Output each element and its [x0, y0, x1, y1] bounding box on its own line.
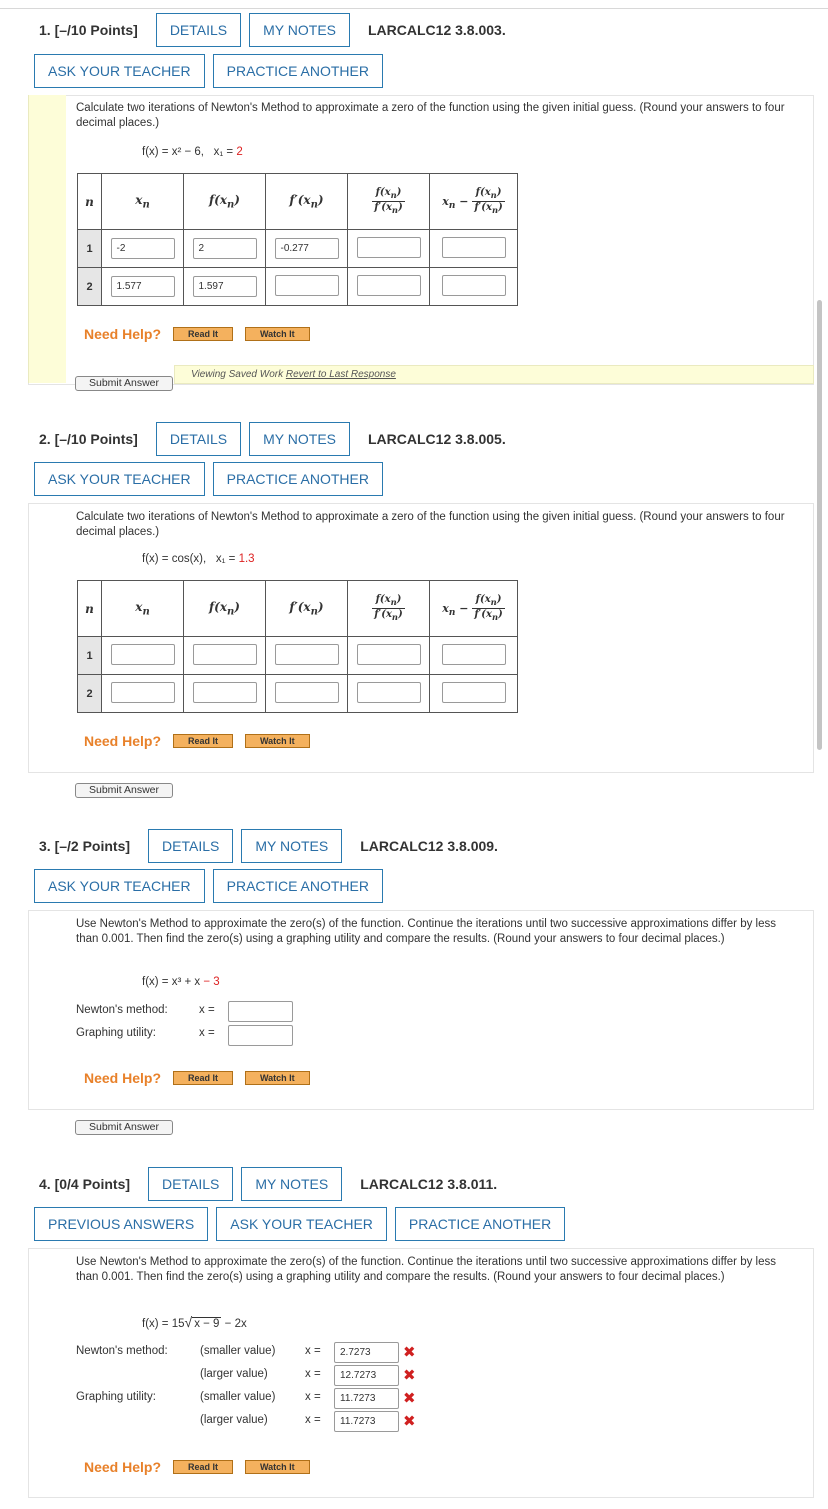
- q2-r1-next-input[interactable]: [442, 644, 506, 665]
- q3-my-notes-button[interactable]: MY NOTES: [241, 829, 342, 863]
- q4-graph-larger-label: (larger value): [200, 1414, 268, 1426]
- q2-row-2-n: 2: [78, 675, 102, 713]
- q1-row-1: [78, 230, 518, 268]
- q1-guess-value: 2: [236, 146, 243, 158]
- q4-function-radicand: x − 9: [194, 1318, 220, 1330]
- q1-points: 1. [–/10 Points]: [39, 22, 138, 38]
- q4-newton-smaller-x: x =: [305, 1345, 321, 1357]
- q2-watch-it-button[interactable]: Watch It: [245, 734, 310, 748]
- q1-button-row: [34, 54, 383, 88]
- q2-r1-fx-input[interactable]: [193, 644, 257, 665]
- q1-problem-code: LARCALC12 3.8.003.: [368, 22, 506, 38]
- q4-graph-larger-input[interactable]: 11.7273: [334, 1411, 399, 1432]
- q2-r2-fpx-input[interactable]: [275, 682, 339, 703]
- q2-col-fx: $f(x_n)$: [184, 581, 266, 637]
- q3-ask-teacher-button[interactable]: ASK YOUR TEACHER: [34, 869, 205, 903]
- q1-r2-next-input[interactable]: [442, 275, 506, 296]
- q4-graphing-label: Graphing utility:: [76, 1391, 156, 1403]
- q1-col-next: $x_n$ − $\frac{f(x_n)}{f'(x_n)}$: [430, 174, 518, 230]
- q2-need-help: Need Help?: [84, 733, 162, 749]
- q4-graph-larger-wrong-icon: ✖: [403, 1413, 416, 1430]
- q4-header: [28, 1167, 497, 1201]
- q2-practice-another-button[interactable]: PRACTICE ANOTHER: [213, 462, 383, 496]
- q2-row-1-n: 1: [78, 637, 102, 675]
- q1-saved-text: Viewing Saved Work: [191, 369, 286, 380]
- q3-prompt: Use Newton's Method to approximate the zero(s) of the function. Continue the iterations until two successive approximations differ by less than 0.001. Then find the zero(s) using a graphing utility and compare the results. (Round your answers to four decimal places.): [76, 918, 777, 945]
- q4-graph-smaller-label: (smaller value): [200, 1391, 276, 1403]
- q2-row-2: [78, 675, 518, 713]
- sqrt-icon: √: [184, 1314, 193, 1330]
- q4-function: [142, 1314, 247, 1330]
- q2-my-notes-button[interactable]: MY NOTES: [249, 422, 350, 456]
- q4-newton-larger-wrong-icon: ✖: [403, 1367, 416, 1384]
- q1-practice-another-button[interactable]: PRACTICE ANOTHER: [213, 54, 383, 88]
- q3-header: [28, 829, 498, 863]
- q4-watch-it-button[interactable]: Watch It: [245, 1460, 310, 1474]
- q4-details-button[interactable]: DETAILS: [148, 1167, 233, 1201]
- q4-practice-another-button[interactable]: PRACTICE ANOTHER: [395, 1207, 565, 1241]
- q4-graph-smaller-x: x =: [305, 1391, 321, 1403]
- q1-saved-stripe: [28, 95, 66, 383]
- q3-submit-button[interactable]: Submit Answer: [75, 1120, 173, 1135]
- q4-problem-code: LARCALC12 3.8.011.: [360, 1176, 498, 1192]
- q2-button-row: [34, 462, 383, 496]
- q1-function: [142, 146, 243, 158]
- q4-graph-smaller-wrong-icon: ✖: [403, 1390, 416, 1407]
- q1-read-it-button[interactable]: Read It: [173, 327, 233, 341]
- q4-previous-answers-button[interactable]: PREVIOUS ANSWERS: [34, 1207, 208, 1241]
- q1-r1-ratio-input[interactable]: [357, 237, 421, 258]
- q2-prompt: Calculate two iterations of Newton's Method to approximate a zero of the function using the given initial guess. (Round your answers to four decimal places.): [76, 511, 785, 538]
- q3-function-tail: − 3: [203, 976, 220, 988]
- q1-row-2: [78, 268, 518, 306]
- q3-function: [142, 976, 220, 988]
- q1-col-fx: $f(x_n)$: [184, 174, 266, 230]
- q3-details-button[interactable]: DETAILS: [148, 829, 233, 863]
- q4-newton-larger-label: (larger value): [200, 1368, 268, 1380]
- q1-col-n: n: [78, 174, 102, 230]
- q1-r1-next-input[interactable]: [442, 237, 506, 258]
- q3-graphing-x-label: x =: [199, 1027, 215, 1039]
- q4-newton-smaller-wrong-icon: ✖: [403, 1344, 416, 1361]
- q2-col-fpx: $f'(x_n)$: [266, 581, 348, 637]
- q3-graphing-label: Graphing utility:: [76, 1027, 156, 1039]
- q1-r1-fx-input[interactable]: 2: [193, 238, 257, 259]
- q2-iteration-table: [77, 580, 518, 713]
- q3-graphing-input[interactable]: [228, 1025, 293, 1046]
- q4-newton-smaller-label: (smaller value): [200, 1345, 276, 1357]
- q2-col-n: n: [78, 581, 102, 637]
- q1-col-ratio: $\frac{f(x_n)}{f'(x_n)}$: [348, 174, 430, 230]
- q2-table-header: [78, 581, 518, 637]
- q1-submit-button[interactable]: Submit Answer: [75, 376, 173, 391]
- q4-newton-larger-input[interactable]: 12.7273: [334, 1365, 399, 1386]
- q2-function-text: f(x) = cos(x),: [142, 553, 207, 565]
- q4-newton-larger-x: x =: [305, 1368, 321, 1380]
- q1-row-2-n: 2: [78, 268, 102, 306]
- q1-header: [28, 13, 506, 47]
- q4-ask-teacher-button[interactable]: ASK YOUR TEACHER: [216, 1207, 387, 1241]
- q4-function-post: − 2x: [221, 1318, 247, 1330]
- q1-col-fpx: $f'(x_n)$: [266, 174, 348, 230]
- q3-newton-input[interactable]: [228, 1001, 293, 1022]
- q1-saved-work-bar: [174, 365, 814, 384]
- q4-prompt: Use Newton's Method to approximate the zero(s) of the function. Continue the iterations until two successive approximations differ by less than 0.001. Then find the zero(s) using a graphing utility and compare the results. (Round your answers to four decimal places.): [76, 1256, 777, 1283]
- q1-watch-it-button[interactable]: Watch It: [245, 327, 310, 341]
- q2-ask-teacher-button[interactable]: ASK YOUR TEACHER: [34, 462, 205, 496]
- q1-guess-label: x₁ =: [213, 146, 237, 158]
- q2-row-1: [78, 637, 518, 675]
- q4-newton-smaller-input[interactable]: 2.7273: [334, 1342, 399, 1363]
- q2-function: [142, 553, 255, 565]
- q4-newton-label: Newton's method:: [76, 1345, 168, 1357]
- q1-need-help: Need Help?: [84, 326, 162, 342]
- q2-r2-xn-input[interactable]: [111, 682, 175, 703]
- q3-button-row: [34, 869, 383, 903]
- q2-r2-next-input[interactable]: [442, 682, 506, 703]
- q2-points: 2. [–/10 Points]: [39, 431, 138, 447]
- q4-points: 4. [0/4 Points]: [39, 1176, 131, 1192]
- q2-read-it-button[interactable]: Read It: [173, 734, 233, 748]
- q2-r1-fpx-input[interactable]: [275, 644, 339, 665]
- q2-submit-button[interactable]: Submit Answer: [75, 783, 173, 798]
- q3-practice-another-button[interactable]: PRACTICE ANOTHER: [213, 869, 383, 903]
- q3-function-text: f(x) = x³ + x: [142, 976, 204, 988]
- q1-r2-xn-input[interactable]: 1.577: [111, 276, 175, 297]
- q3-problem-code: LARCALC12 3.8.009.: [360, 838, 498, 854]
- q3-read-it-button[interactable]: Read It: [173, 1071, 233, 1085]
- q3-need-help: Need Help?: [84, 1070, 162, 1086]
- q2-guess-value: 1.3: [238, 553, 255, 565]
- q1-r1-xn-input[interactable]: -2: [111, 238, 175, 259]
- q2-r2-fx-input[interactable]: [193, 682, 257, 703]
- q1-details-button[interactable]: DETAILS: [156, 13, 241, 47]
- q2-col-xn: $x_n$: [102, 581, 184, 637]
- q1-function-text: f(x) = x² − 6,: [142, 146, 204, 158]
- q1-row-1-n: 1: [78, 230, 102, 268]
- q2-problem-code: LARCALC12 3.8.005.: [368, 431, 506, 447]
- q2-header: [28, 422, 506, 456]
- q1-r2-fpx-input[interactable]: [275, 275, 339, 296]
- q4-button-row: [34, 1207, 565, 1241]
- q1-r2-fx-input[interactable]: 1.597: [193, 276, 257, 297]
- q2-r2-ratio-input[interactable]: [357, 682, 421, 703]
- q3-points: 3. [–/2 Points]: [39, 838, 131, 854]
- q4-read-it-button[interactable]: Read It: [173, 1460, 233, 1474]
- q2-r1-ratio-input[interactable]: [357, 644, 421, 665]
- page-scrollbar[interactable]: [817, 300, 822, 750]
- q1-ask-teacher-button[interactable]: ASK YOUR TEACHER: [34, 54, 205, 88]
- q2-r1-xn-input[interactable]: [111, 644, 175, 665]
- q1-table-header: [78, 174, 518, 230]
- q4-graph-smaller-input[interactable]: 11.7273: [334, 1388, 399, 1409]
- q3-newton-x-label: x =: [199, 1004, 215, 1016]
- q3-newton-label: Newton's method:: [76, 1004, 168, 1016]
- q3-watch-it-button[interactable]: Watch It: [245, 1071, 310, 1085]
- q1-iteration-table: [77, 173, 518, 306]
- q1-prompt: Calculate two iterations of Newton's Method to approximate a zero of the function using the given initial guess. (Round your answers to four decimal places.): [76, 102, 785, 129]
- q2-details-button[interactable]: DETAILS: [156, 422, 241, 456]
- q1-revert-link[interactable]: Revert to Last Response: [285, 369, 396, 380]
- q4-graph-larger-x: x =: [305, 1414, 321, 1426]
- q2-col-next: $x_n$ − $\frac{f(x_n)}{f'(x_n)}$: [430, 581, 518, 637]
- q4-my-notes-button[interactable]: MY NOTES: [241, 1167, 342, 1201]
- q4-need-help: Need Help?: [84, 1459, 162, 1475]
- top-divider: [0, 8, 828, 9]
- q4-function-pre: f(x) = 15: [142, 1318, 185, 1330]
- q2-guess-label: x₁ =: [215, 553, 239, 565]
- q1-r2-ratio-input[interactable]: [357, 275, 421, 296]
- q2-col-ratio: $\frac{f(x_n)}{f'(x_n)}$: [348, 581, 430, 637]
- q1-col-xn: $x_n$: [102, 174, 184, 230]
- q1-r1-fpx-input[interactable]: -0.277: [275, 238, 339, 259]
- q1-my-notes-button[interactable]: MY NOTES: [249, 13, 350, 47]
